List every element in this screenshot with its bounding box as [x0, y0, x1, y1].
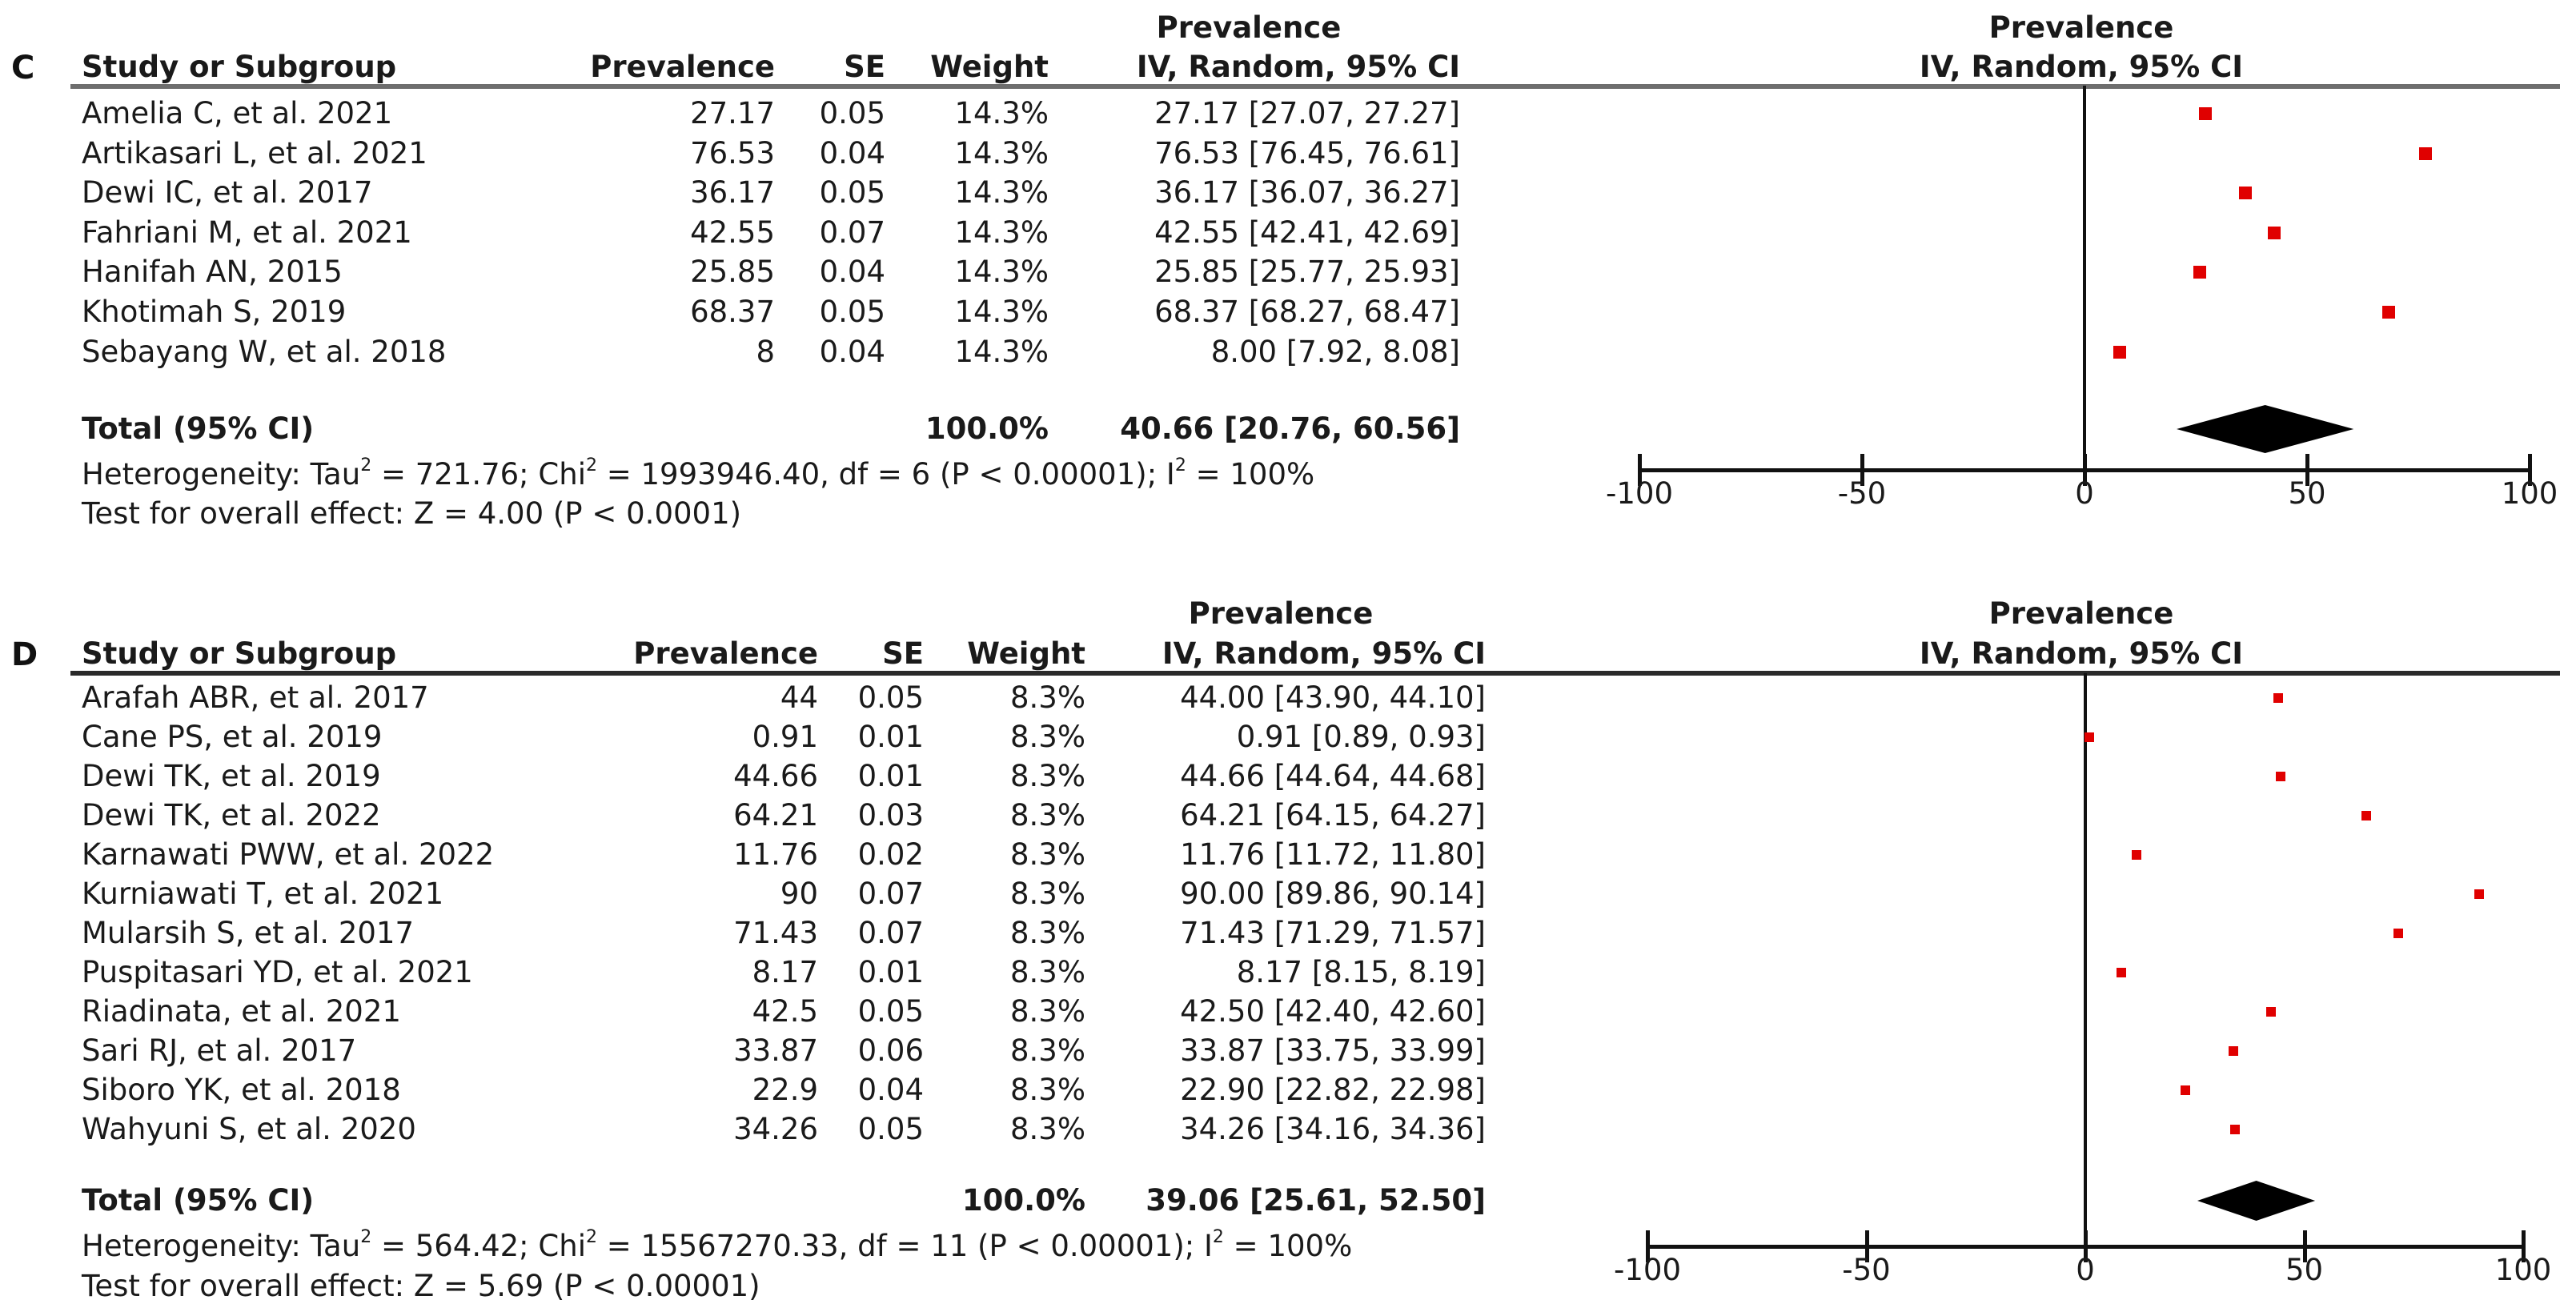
study-weight: 8.3% — [1010, 798, 1085, 833]
study-prevalence: 22.9 — [752, 1073, 818, 1107]
pooled-estimate-diamond — [2197, 1181, 2317, 1221]
study-ci: 76.53 [76.45, 76.61] — [1154, 135, 1460, 171]
study-weight: 14.3% — [954, 135, 1049, 171]
header-weight: Weight — [930, 50, 1049, 84]
study-ci: 42.50 [42.40, 42.60] — [1180, 994, 1486, 1029]
study-se: 0.05 — [819, 295, 885, 329]
study-ci: 44.00 [43.90, 44.10] — [1180, 680, 1486, 715]
study-estimate-marker — [2230, 1125, 2240, 1134]
study-ci: 68.37 [68.27, 68.47] — [1154, 295, 1460, 329]
study-name: Dewi IC, et al. 2017 — [82, 175, 373, 211]
study-prevalence: 27.17 — [690, 96, 775, 130]
study-prevalence: 68.37 — [690, 295, 775, 329]
study-prevalence: 34.26 — [733, 1112, 818, 1146]
study-weight: 8.3% — [1010, 837, 1085, 872]
study-se: 0.05 — [857, 680, 924, 715]
study-name: Dewi TK, et al. 2022 — [82, 798, 381, 833]
study-se: 0.07 — [819, 215, 885, 250]
study-name: Siboro YK, et al. 2018 — [82, 1073, 401, 1107]
study-prevalence: 8 — [756, 334, 775, 369]
study-prevalence: 0.91 — [752, 720, 818, 754]
study-se: 0.05 — [857, 1112, 924, 1146]
study-estimate-marker — [2474, 889, 2484, 899]
total-label: Total (95% CI) — [82, 411, 315, 446]
study-se: 0.01 — [857, 955, 924, 989]
axis-tick-label: 50 — [2285, 1253, 2324, 1287]
study-name: Cane PS, et al. 2019 — [82, 720, 383, 754]
header-study: Study or Subgroup — [82, 636, 397, 671]
study-name: Sari RJ, et al. 2017 — [82, 1033, 357, 1068]
study-weight: 14.3% — [954, 334, 1049, 369]
study-ci: 27.17 [27.07, 27.27] — [1154, 96, 1460, 130]
study-weight: 14.3% — [954, 175, 1049, 211]
study-name: Arafah ABR, et al. 2017 — [82, 680, 429, 715]
study-name: Fahriani M, et al. 2021 — [82, 215, 412, 250]
axis-tick-label: 0 — [2075, 476, 2094, 511]
study-se: 0.07 — [857, 877, 924, 911]
study-estimate-marker — [2132, 850, 2141, 860]
study-se: 0.05 — [819, 175, 885, 211]
study-estimate-marker — [2117, 968, 2126, 977]
header-ci: IV, Random, 95% CI — [1162, 636, 1486, 671]
study-se: 0.05 — [857, 994, 924, 1029]
axis-tick-label: 100 — [2494, 1253, 2552, 1287]
header-se: SE — [844, 50, 885, 84]
plot-header-line2: IV, Random, 95% CI — [1919, 636, 2244, 671]
total-weight: 100.0% — [961, 1183, 1085, 1218]
study-weight: 8.3% — [1010, 1033, 1085, 1068]
study-ci: 8.17 [8.15, 8.19] — [1236, 955, 1486, 989]
study-weight: 14.3% — [954, 96, 1049, 130]
study-name: Puspitasari YD, et al. 2021 — [82, 955, 473, 989]
study-prevalence: 8.17 — [752, 955, 818, 989]
plot-header-line1: Prevalence — [1988, 10, 2174, 45]
study-prevalence: 44 — [780, 680, 818, 715]
study-se: 0.04 — [819, 135, 885, 171]
study-ci: 64.21 [64.15, 64.27] — [1180, 798, 1486, 833]
overall-effect-text: Test for overall effect: Z = 4.00 (P < 0.0001) — [82, 496, 742, 531]
study-weight: 8.3% — [1010, 680, 1085, 715]
study-estimate-marker — [2229, 1046, 2238, 1056]
study-weight: 8.3% — [1010, 1073, 1085, 1107]
study-name: Riadinata, et al. 2021 — [82, 994, 401, 1029]
study-name: Amelia C, et al. 2021 — [82, 96, 393, 130]
total-weight: 100.0% — [925, 411, 1049, 446]
study-se: 0.04 — [857, 1073, 924, 1107]
study-prevalence: 76.53 — [690, 135, 775, 171]
study-prevalence: 42.5 — [752, 994, 818, 1029]
header-prevalence: Prevalence — [633, 636, 818, 671]
study-se: 0.04 — [819, 255, 885, 290]
study-se: 0.01 — [857, 720, 924, 754]
header-se: SE — [882, 636, 924, 671]
plot-header-line2: IV, Random, 95% CI — [1919, 50, 2244, 84]
header-weight: Weight — [967, 636, 1085, 671]
study-estimate-marker — [2361, 811, 2371, 820]
study-se: 0.01 — [857, 759, 924, 793]
study-prevalence: 33.87 — [733, 1033, 818, 1068]
study-weight: 8.3% — [1010, 916, 1085, 950]
axis-tick-label: 100 — [2501, 476, 2558, 511]
study-prevalence: 36.17 — [690, 175, 775, 211]
total-ci: 39.06 [25.61, 52.50] — [1146, 1183, 1486, 1218]
study-ci: 71.43 [71.29, 71.57] — [1180, 916, 1486, 950]
ci-header-line1: Prevalence — [1156, 10, 1342, 45]
axis-tick-label: -50 — [1837, 476, 1887, 511]
study-estimate-marker — [2273, 693, 2283, 703]
study-name: Wahyuni S, et al. 2020 — [82, 1112, 416, 1146]
plot-header-line1: Prevalence — [1988, 596, 2174, 631]
study-weight: 8.3% — [1010, 955, 1085, 989]
study-ci: 33.87 [33.75, 33.99] — [1180, 1033, 1486, 1068]
study-name: Kurniawati T, et al. 2021 — [82, 877, 444, 911]
study-name: Hanifah AN, 2015 — [82, 255, 343, 290]
study-estimate-marker — [2276, 772, 2285, 781]
study-weight: 8.3% — [1010, 720, 1085, 754]
study-ci: 22.90 [22.82, 22.98] — [1180, 1073, 1486, 1107]
study-weight: 8.3% — [1010, 1112, 1085, 1146]
study-name: Sebayang W, et al. 2018 — [82, 334, 447, 369]
study-estimate-marker — [2266, 1007, 2276, 1017]
study-name: Mularsih S, et al. 2017 — [82, 916, 414, 950]
study-se: 0.02 — [857, 837, 924, 872]
study-ci: 11.76 [11.72, 11.80] — [1180, 837, 1486, 872]
study-prevalence: 90 — [780, 877, 818, 911]
study-estimate-marker — [2084, 732, 2094, 742]
study-ci: 34.26 [34.16, 34.36] — [1180, 1112, 1486, 1146]
study-se: 0.06 — [857, 1033, 924, 1068]
study-se: 0.07 — [857, 916, 924, 950]
study-name: Dewi TK, et al. 2019 — [82, 759, 381, 793]
axis-tick-label: 0 — [2076, 1253, 2095, 1287]
study-name: Artikasari L, et al. 2021 — [82, 135, 427, 171]
study-se: 0.05 — [819, 96, 885, 130]
overall-effect-text: Test for overall effect: Z = 5.69 (P < 0.00001) — [82, 1269, 760, 1303]
study-estimate-marker — [2393, 929, 2403, 938]
total-label: Total (95% CI) — [82, 1183, 315, 1218]
study-estimate-marker — [2181, 1085, 2190, 1095]
panel-letter: C — [11, 50, 35, 86]
total-ci: 40.66 [20.76, 60.56] — [1120, 411, 1460, 446]
study-ci: 44.66 [44.64, 44.68] — [1180, 759, 1486, 793]
study-name: Khotimah S, 2019 — [82, 295, 347, 329]
study-ci: 25.85 [25.77, 25.93] — [1154, 255, 1460, 290]
study-ci: 8.00 [7.92, 8.08] — [1210, 334, 1460, 369]
axis-tick-label: -100 — [1606, 476, 1673, 511]
study-weight: 14.3% — [954, 295, 1049, 329]
study-prevalence: 44.66 — [733, 759, 818, 793]
study-se: 0.04 — [819, 334, 885, 369]
header-prevalence: Prevalence — [590, 50, 775, 84]
study-prevalence: 42.55 — [690, 215, 775, 250]
study-ci: 90.00 [89.86, 90.14] — [1180, 877, 1486, 911]
panel-letter: D — [11, 636, 38, 673]
study-weight: 14.3% — [954, 255, 1049, 290]
axis-tick-label: -50 — [1842, 1253, 1891, 1287]
study-prevalence: 11.76 — [733, 837, 818, 872]
study-name: Karnawati PWW, et al. 2022 — [82, 837, 495, 872]
ci-header-line1: Prevalence — [1188, 596, 1374, 631]
null-line — [2084, 673, 2087, 1246]
study-weight: 8.3% — [1010, 759, 1085, 793]
header-study: Study or Subgroup — [82, 50, 397, 84]
study-ci: 0.91 [0.89, 0.93] — [1236, 720, 1486, 754]
heterogeneity-text: Heterogeneity: Tau$^2$ = 564.42; Chi$^2$ = 15567270.33, df = 11 (P < 0.00001); $I^2 = 100\%$ — [82, 1227, 1353, 1263]
heterogeneity-text: Heterogeneity: Tau$^2$ = 721.76; Chi$^2$ = 1993946.40, df = 6 (P < 0.00001); $I^2 = 100\%$ — [82, 455, 1315, 491]
study-weight: 8.3% — [1010, 877, 1085, 911]
study-prevalence: 64.21 — [733, 798, 818, 833]
study-weight: 14.3% — [954, 215, 1049, 250]
study-se: 0.03 — [857, 798, 924, 833]
axis-tick-label: -100 — [1614, 1253, 1681, 1287]
header-ci: IV, Random, 95% CI — [1136, 50, 1460, 84]
study-weight: 8.3% — [1010, 994, 1085, 1029]
study-prevalence: 25.85 — [690, 255, 775, 290]
study-ci: 36.17 [36.07, 36.27] — [1154, 175, 1460, 211]
study-prevalence: 71.43 — [733, 916, 818, 950]
axis-tick-label: 50 — [2288, 476, 2326, 511]
study-ci: 42.55 [42.41, 42.69] — [1154, 215, 1460, 250]
